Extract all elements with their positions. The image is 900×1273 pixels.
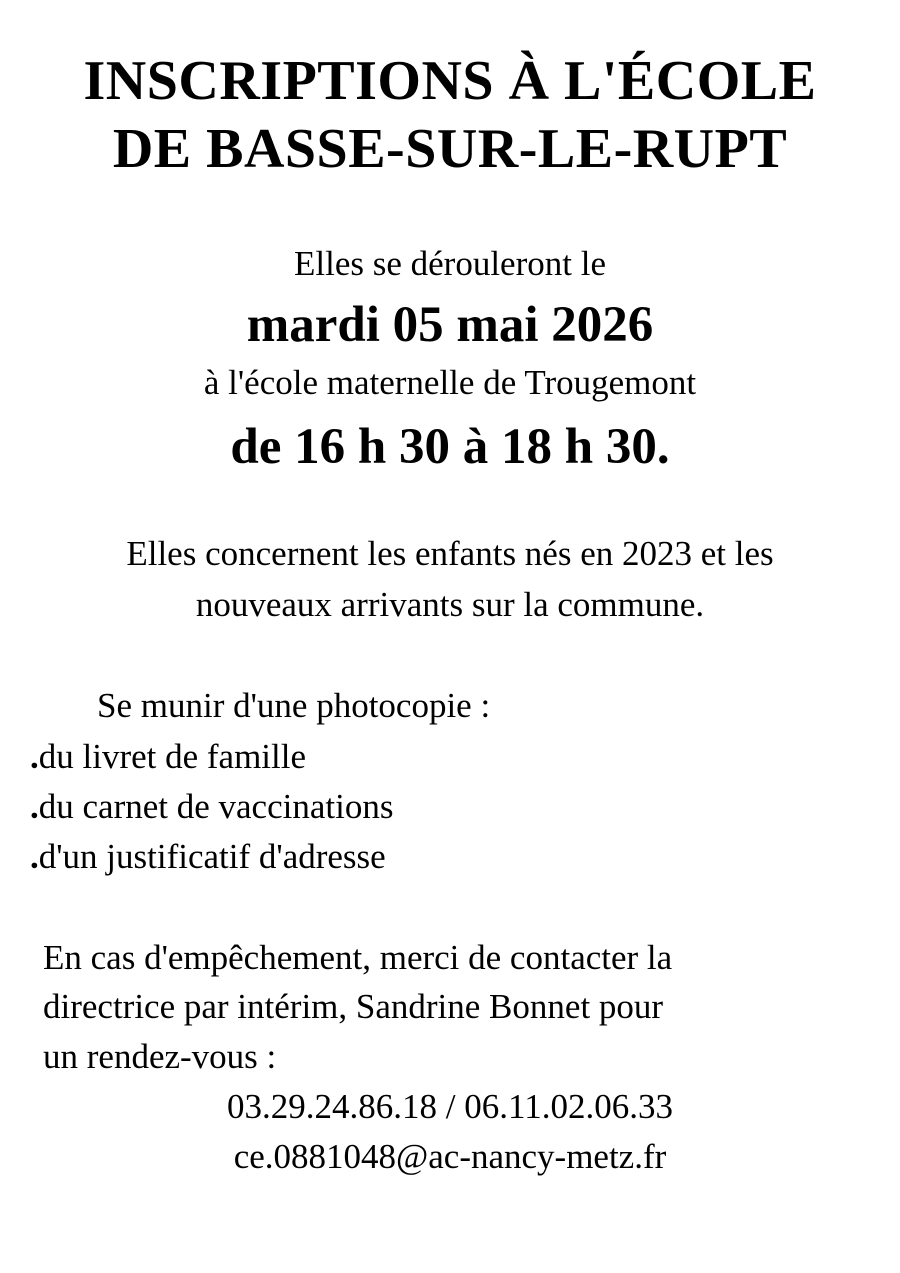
concern-line-1: Elles concernent les enfants nés en 2023 et les	[126, 534, 774, 573]
bullet-icon: .	[30, 837, 39, 876]
concern-line-2: nouveaux arrivants sur la commune.	[195, 585, 705, 624]
contact-phones: 03.29.24.86.18 / 06.11.02.06.33	[227, 1087, 673, 1126]
bullet-icon: .	[30, 737, 39, 776]
contact-email: ce.0881048@ac-nancy-metz.fr	[233, 1137, 667, 1176]
list-item	[30, 832, 393, 882]
list-item	[30, 732, 393, 782]
schedule-place: à l'école maternelle de Trougemont	[203, 363, 697, 402]
title-line-2: DE BASSE-SUR-LE-RUPT	[112, 118, 788, 180]
list-item-text: du carnet de vaccinations	[38, 787, 394, 826]
contact-line-2: directrice par intérim, Sandrine Bonnet pour	[43, 987, 664, 1026]
list-item-text: d'un justificatif d'adresse	[38, 837, 386, 876]
documents-list	[30, 732, 393, 882]
contact-line-3: un rendez-vous :	[43, 1037, 277, 1076]
documents-heading: Se munir d'une photocopie :	[97, 686, 491, 725]
list-item-text: du livret de famille	[38, 737, 307, 776]
schedule-date: mardi 05 mai 2026	[246, 297, 654, 353]
list-item	[30, 782, 393, 832]
contact-line-1: En cas d'empêchement, merci de contacter la	[43, 938, 673, 977]
schedule-intro: Elles se dérouleront le	[294, 244, 606, 283]
title-line-1: INSCRIPTIONS À L'ÉCOLE	[83, 50, 817, 112]
schedule-time: de 16 h 30 à 18 h 30.	[230, 419, 670, 475]
bullet-icon: .	[30, 787, 39, 826]
